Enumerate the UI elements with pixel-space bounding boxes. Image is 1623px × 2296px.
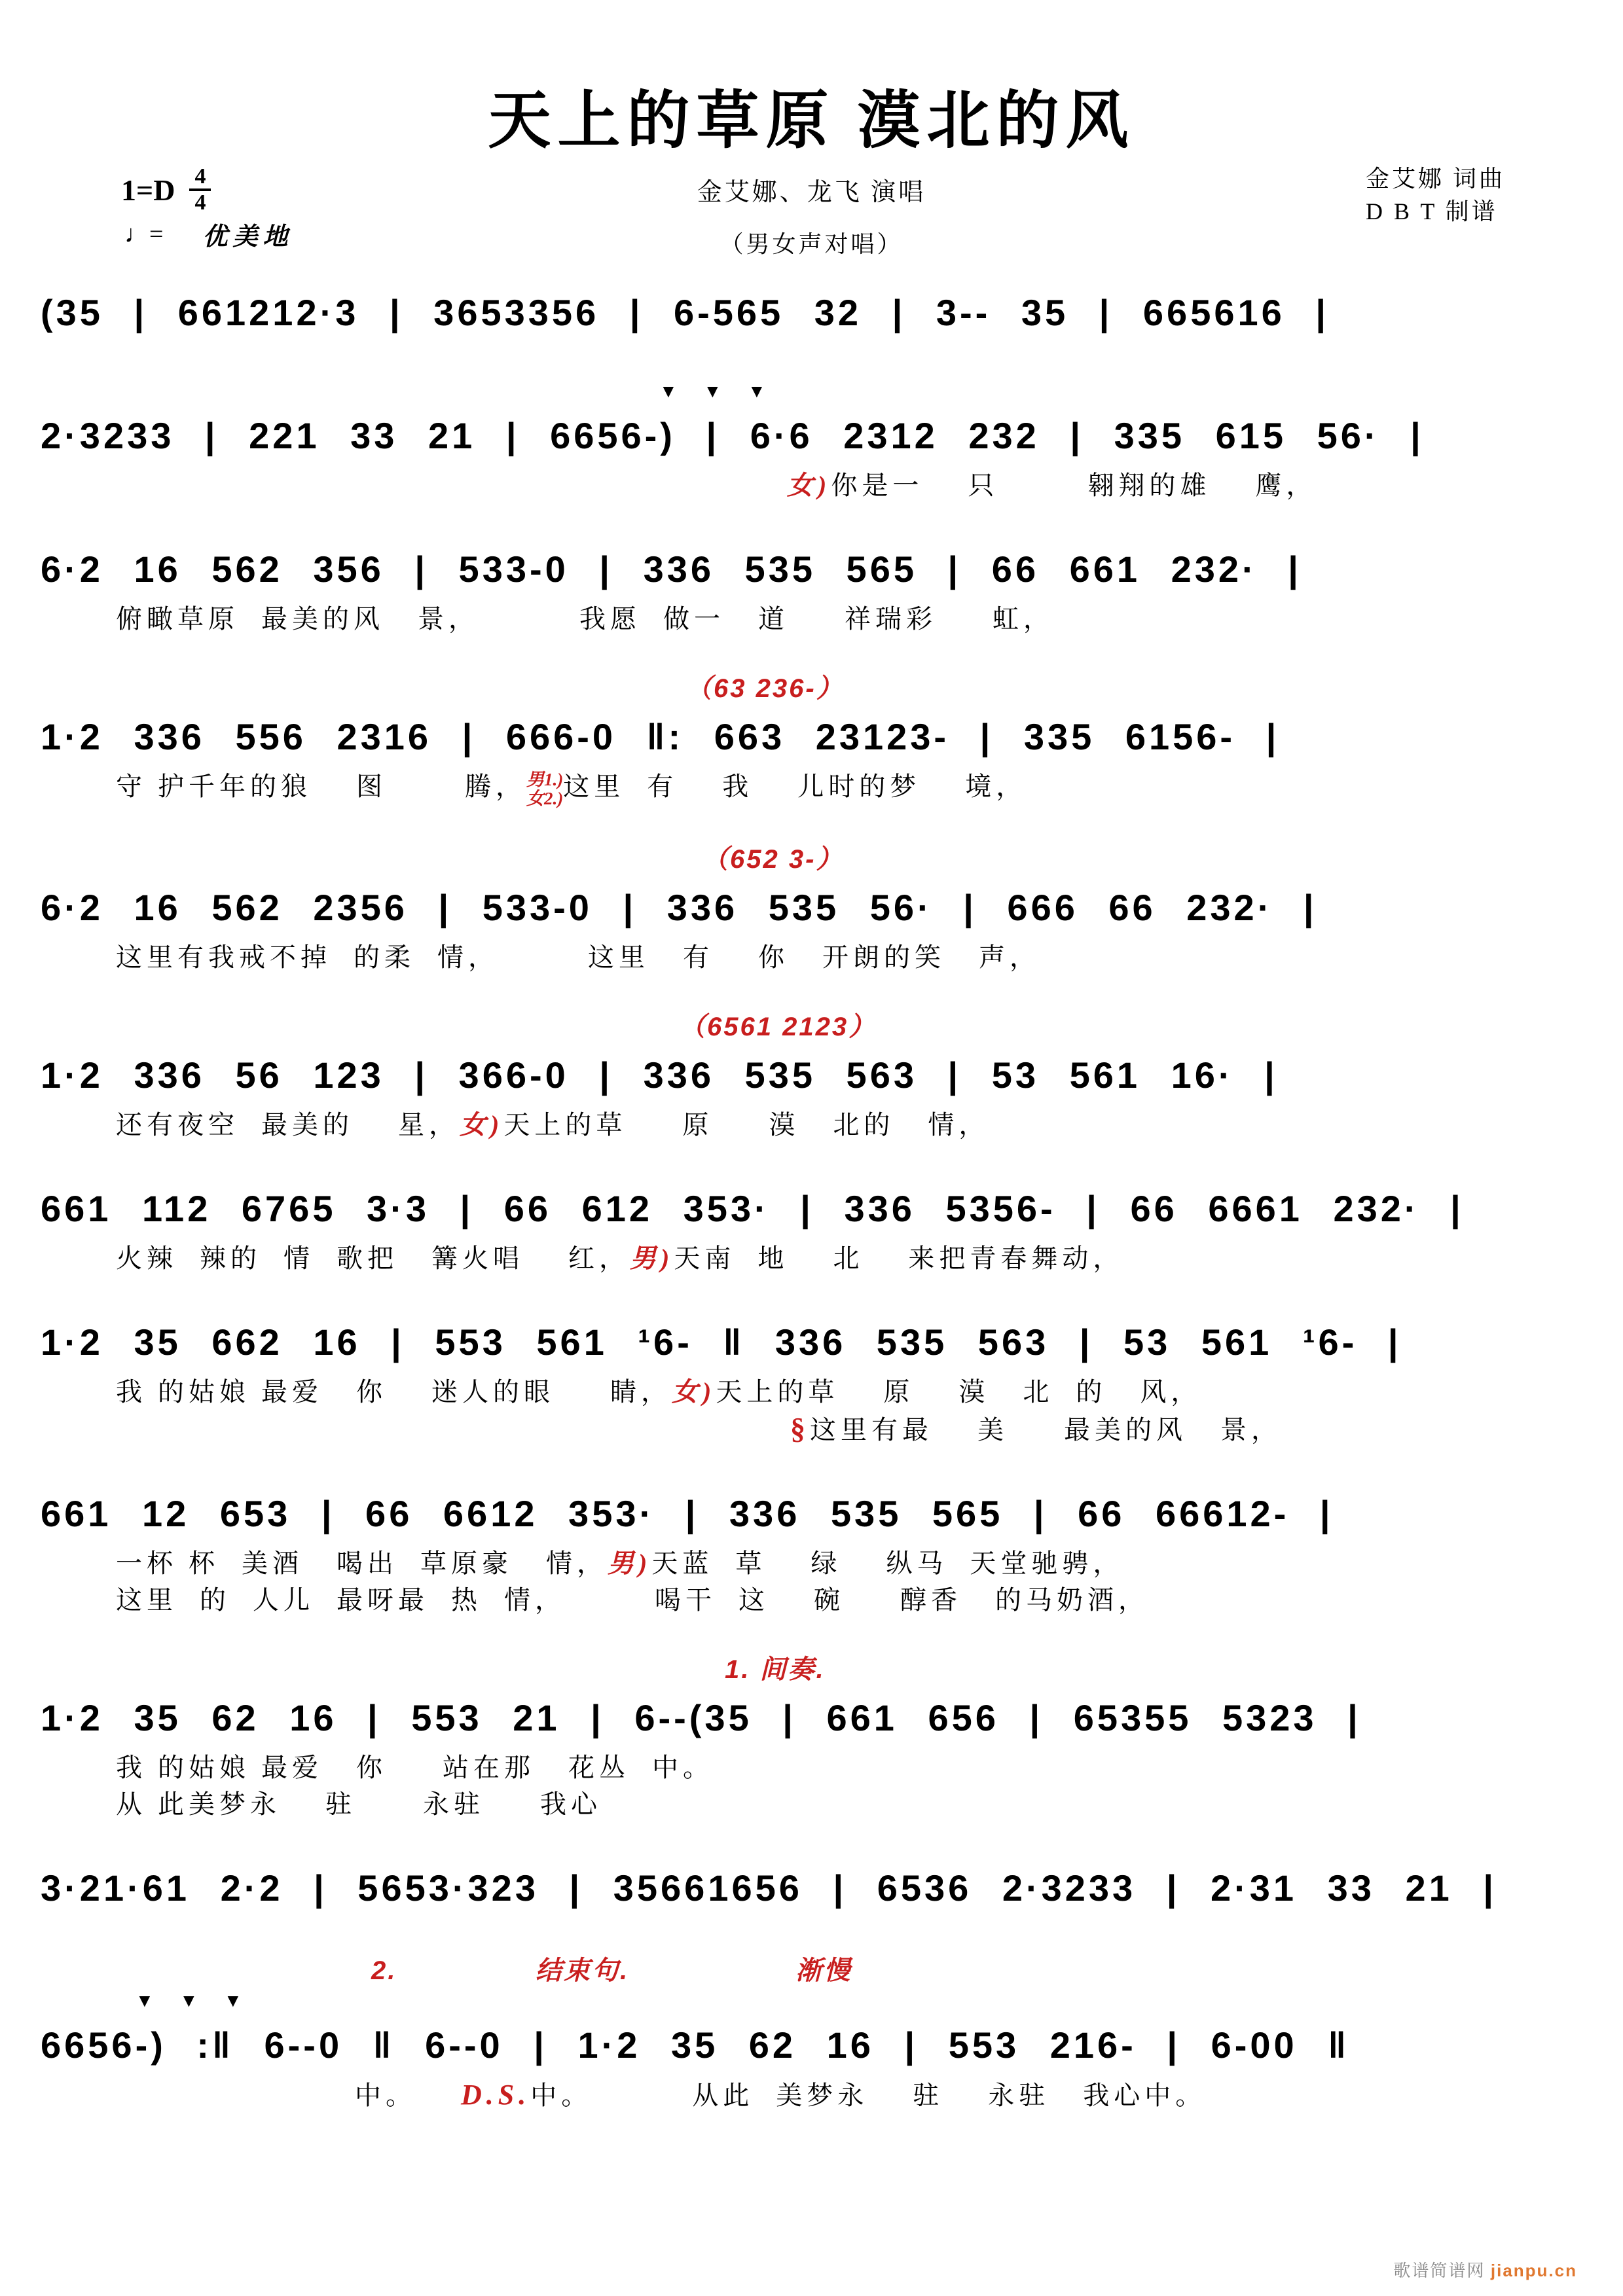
duet-note: （男女声对唱） bbox=[720, 231, 903, 257]
score-system bbox=[41, 1653, 1582, 1823]
voice-marker-male: 男1.) bbox=[526, 769, 564, 789]
time-signature bbox=[189, 165, 211, 215]
lyric-line bbox=[41, 939, 1582, 976]
lyric-text: 我 的姑娘 最爱 你 站在那 花丛 中。 bbox=[116, 1752, 714, 1782]
quarter-note-icon: ♩= bbox=[124, 220, 164, 248]
accent-marks: ▼ ▼ ▼ bbox=[136, 1990, 253, 2011]
lyric-line bbox=[41, 1410, 1582, 1448]
voice-marker: 女) bbox=[672, 1376, 716, 1407]
lyric-text: 从 此美梦永 驻 永驻 我心 bbox=[116, 1789, 602, 1819]
lyric-line bbox=[41, 467, 1582, 504]
score-system bbox=[41, 1311, 1582, 1448]
score-system bbox=[41, 672, 1582, 808]
lyric-line bbox=[41, 1374, 1582, 1410]
cue-notation: （652 3-） bbox=[702, 844, 845, 874]
score-system bbox=[41, 842, 1582, 976]
composer-credit: 金艾娜 词曲 bbox=[1365, 166, 1505, 192]
lyric-text: 这里 有 我 儿时的梦 境， bbox=[563, 772, 1027, 801]
tempo-marking bbox=[124, 216, 293, 252]
lyric-line bbox=[41, 768, 1582, 808]
lyric-text: 天蓝 草 绿 纵马 天堂驰骋， bbox=[651, 1548, 1124, 1578]
expression-marking: 优美地 bbox=[202, 223, 293, 251]
notation-line: (35 | 661212·3 | 3653356 | 6-565 32 | 3-- 35 | 665616 | bbox=[41, 292, 1329, 333]
voice-marker: 女) bbox=[460, 1109, 504, 1139]
segno-icon: § bbox=[790, 1411, 810, 1445]
lyric-text: 火辣 辣的 情 歌把 篝火唱 红， bbox=[116, 1243, 630, 1273]
notation-line: 1·2 336 556 2316 | 666-0 ‖: 663 23123- | 335 6156- | bbox=[41, 716, 1280, 757]
volta-ending-labels: 2. 结束句. 渐慢 bbox=[371, 1956, 852, 1985]
lyric-text: 这里有我戒不掉 的柔 情， 这里 有 你 开朗的笑 声， bbox=[116, 942, 1040, 972]
lyric-text: 还有夜空 最美的 星， bbox=[116, 1109, 460, 1139]
notation-line: 661 112 6765 3·3 | 66 612 353· | 336 5356- | 66 6661 232· | bbox=[41, 1187, 1464, 1229]
notation-line: 1·2 336 56 123 | 366-0 | 336 535 563 | 53 561 16· | bbox=[41, 1054, 1278, 1096]
volta-interlude-label: 1. 间奏. bbox=[725, 1655, 826, 1684]
transcriber-credit: D B T 制谱 bbox=[1365, 198, 1498, 224]
key-signature bbox=[121, 165, 211, 215]
score-system bbox=[41, 1010, 1582, 1143]
voice-marker-female: 女2.) bbox=[526, 788, 564, 808]
lyric-text: 守 护千年的狼 图 腾， bbox=[116, 772, 526, 801]
watermark bbox=[1393, 2257, 1577, 2282]
score-system bbox=[41, 1954, 1582, 2114]
key-label: 1=D bbox=[121, 173, 175, 207]
notation-line: 6656-) :‖ 6--0 ‖ 6--0 | 1·2 35 62 16 | 553 216- | 6-00 ‖ bbox=[41, 2024, 1350, 2066]
lyric-text: 中。 bbox=[355, 2080, 461, 2110]
voice-marker: 男) bbox=[630, 1243, 674, 1273]
score-body bbox=[0, 281, 1623, 2114]
lyric-text: 一杯 杯 美酒 喝出 草原豪 情， bbox=[116, 1548, 608, 1578]
watermark-domain: jianpu.cn bbox=[1490, 2261, 1577, 2280]
voice-marker: 男) bbox=[608, 1548, 652, 1578]
lyric-line bbox=[41, 1240, 1582, 1277]
notation-line: 661 12 653 | 66 6612 353· | 336 535 565 | 66 66612- | bbox=[41, 1492, 1334, 1534]
lyric-line bbox=[41, 1545, 1582, 1582]
lyric-line bbox=[41, 2077, 1582, 2114]
lyric-text: 俯瞰草原 最美的风 景， 我愿 做一 道 祥瑞彩 虹， bbox=[116, 604, 1054, 634]
cue-notation: （6561 2123） bbox=[679, 1012, 877, 1041]
lyric-text: 这里有最 美 最美的风 景， bbox=[810, 1414, 1282, 1444]
lyric-line bbox=[41, 1749, 1582, 1786]
lyric-text: 这里 的 人儿 最呀最 热 情， 喝干 这 碗 醇香 的马奶酒， bbox=[116, 1585, 1149, 1615]
notation-line: 1·2 35 662 16 | 553 561 ¹6- ‖ 336 535 563 | 53 561 ¹6- | bbox=[41, 1321, 1402, 1363]
notation-line: 6·2 16 562 356 | 533-0 | 336 535 565 | 66 661 232· | bbox=[41, 548, 1302, 590]
score-system bbox=[41, 1482, 1582, 1619]
lyric-line bbox=[41, 1107, 1582, 1143]
lyric-text: 天南 地 北 来把青春舞动， bbox=[674, 1243, 1124, 1273]
lyric-text: 天上的草 原 漠 北 的 风， bbox=[716, 1376, 1202, 1407]
song-title: 天上的草原 漠北的风 bbox=[488, 86, 1135, 156]
voice-marker: 女) bbox=[787, 471, 831, 500]
watermark-site: 歌谱简谱网 bbox=[1393, 2261, 1486, 2280]
voice-marker bbox=[526, 770, 563, 808]
lyric-text: 中。 从此 美梦永 驻 永驻 我心中。 bbox=[530, 2080, 1207, 2110]
lyric-line bbox=[41, 1582, 1582, 1619]
dal-segno-marker: D.S. bbox=[461, 2078, 531, 2111]
credits-block bbox=[1366, 162, 1505, 228]
lyric-line bbox=[41, 601, 1582, 637]
score-system bbox=[41, 1177, 1582, 1277]
time-signature-bottom: 4 bbox=[194, 190, 206, 215]
score-system bbox=[41, 1857, 1582, 1920]
notation-line: 1·2 35 62 16 | 553 21 | 6--(35 | 661 656 | 65355 5323 | bbox=[41, 1696, 1361, 1738]
lyric-text: 你是一 只 翱翔的雄 鹰， bbox=[831, 471, 1317, 500]
lyric-text: 我 的姑娘 最爱 你 迷人的眼 睛， bbox=[116, 1376, 672, 1407]
cue-notation: （63 236-） bbox=[685, 674, 845, 703]
score-system bbox=[41, 378, 1582, 504]
score-header bbox=[0, 0, 1623, 281]
lyric-text: 天上的草 原 漠 北的 情， bbox=[503, 1109, 990, 1139]
score-system bbox=[41, 538, 1582, 637]
time-signature-top: 4 bbox=[189, 165, 211, 191]
notation-line: 2·3233 | 221 33 21 | 6656-) | 6·6 2312 232 | 335 615 56· | bbox=[41, 415, 1424, 456]
accent-marks: ▼ ▼ ▼ bbox=[659, 381, 776, 401]
lyric-line bbox=[41, 1786, 1582, 1823]
performers-line: 金艾娜、龙飞 演唱 bbox=[697, 179, 926, 206]
notation-line: 6·2 16 562 2356 | 533-0 | 336 535 56· | 666 66 232· | bbox=[41, 886, 1317, 928]
score-system bbox=[41, 281, 1582, 344]
notation-line: 3·21·61 2·2 | 5653·323 | 35661656 | 6536 2·3233 | 2·31 33 21 | bbox=[41, 1867, 1497, 1909]
